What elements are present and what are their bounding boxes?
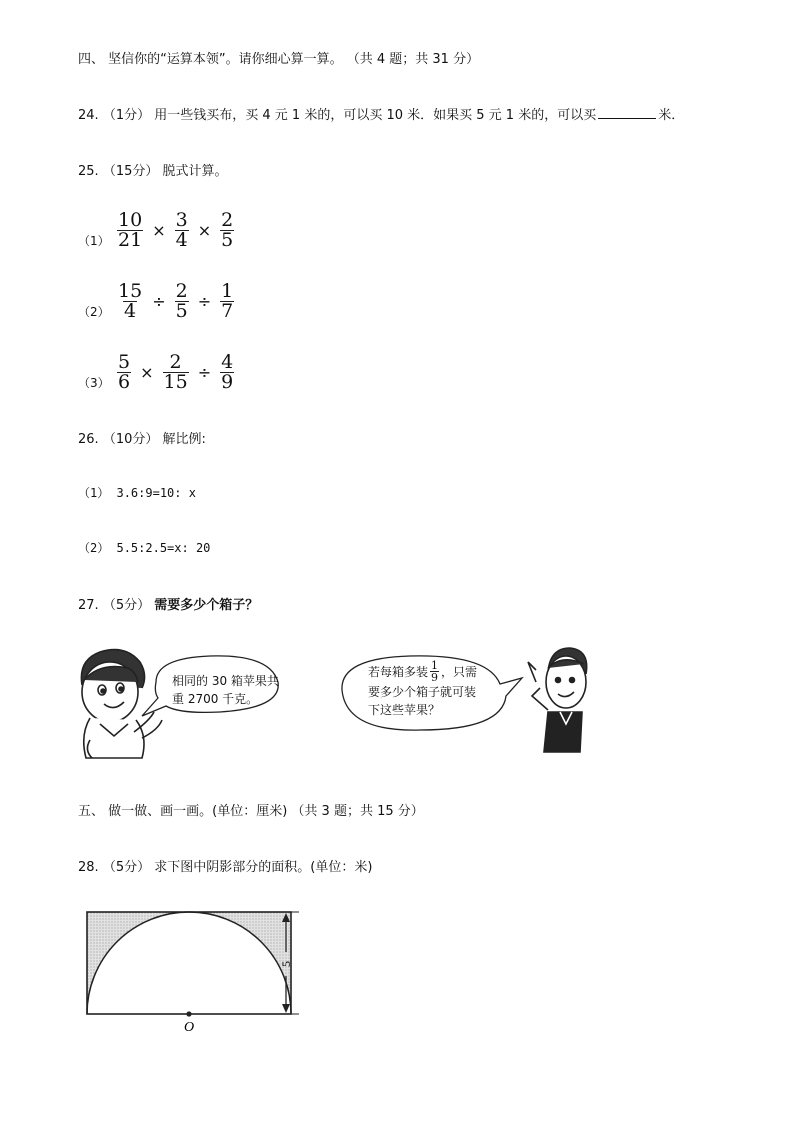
fraction — [220, 353, 234, 392]
question-title: 需要多少个箱子？ — [154, 598, 259, 613]
boxes-illustration — [70, 640, 590, 765]
divide-sign: ÷ — [152, 292, 166, 311]
question-title: 脱式计算。 — [162, 164, 228, 179]
expression-2 — [114, 282, 237, 321]
question-title: 解比例: — [162, 432, 206, 447]
denominator: 6 — [118, 371, 131, 393]
question-score: （10分） — [102, 432, 159, 447]
proportion-1 — [78, 484, 196, 501]
numerator: 2 — [221, 209, 234, 231]
center-label: O — [184, 1020, 195, 1035]
fraction — [220, 211, 234, 250]
question-number: 26. — [78, 432, 99, 447]
numerator: 1 — [221, 280, 234, 302]
denominator: 21 — [118, 229, 143, 251]
expression-label: （2） — [78, 305, 110, 319]
numerator: 5 — [118, 351, 131, 373]
fraction — [117, 353, 131, 392]
numerator: 4 — [221, 351, 234, 373]
fraction — [175, 282, 189, 321]
proportion-label: （2） — [78, 541, 110, 555]
left-speech-text: 相同的 30 箱苹果共 重 2700 千克。 — [172, 674, 279, 706]
shaded-area-figure — [78, 906, 308, 1036]
numerator: 3 — [175, 209, 188, 231]
question-score: （1分） — [102, 108, 151, 123]
question-score: （5分） — [102, 598, 151, 613]
denominator: 7 — [221, 300, 234, 322]
denominator: 4 — [124, 300, 137, 322]
expression-1 — [114, 211, 237, 250]
question-number: 27. — [78, 598, 99, 613]
divide-sign: ÷ — [197, 292, 212, 311]
expression-3 — [114, 353, 237, 392]
numerator: 2 — [175, 280, 188, 302]
fraction — [175, 211, 189, 250]
bubble-fraction: $\frac{1}{9}$ — [431, 659, 439, 684]
denominator: 9 — [221, 371, 234, 393]
question-score: （15分） — [102, 164, 159, 179]
denominator: 5 — [221, 229, 234, 251]
question-score: （5分） — [102, 860, 151, 875]
question-28 — [78, 856, 372, 875]
expression-label: （3） — [78, 376, 110, 390]
proportion-expr: 3.6:9=10: x — [116, 486, 196, 500]
numerator: 2 — [169, 351, 182, 373]
question-27 — [78, 594, 258, 613]
numerator: 15 — [118, 280, 143, 302]
left-boy-figure — [81, 650, 162, 758]
fraction — [163, 353, 189, 392]
denominator: 5 — [175, 300, 188, 322]
proportion-label: （1） — [78, 486, 110, 500]
question-number: 28. — [78, 860, 99, 875]
right-boy-figure — [528, 648, 587, 752]
right-speech-text: 若每箱多装 $\frac{1}{9}$ ，只需 要多少个箱子就可装 下这些苹果？ — [368, 659, 478, 717]
section-4-header: 四、 坚信你的“运算本领”。请你细心算一算。 （共 4 题；共 31 分） — [78, 52, 480, 67]
numerator: 10 — [118, 209, 143, 231]
denominator: 4 — [175, 229, 188, 251]
divide-sign: ÷ — [197, 363, 212, 382]
question-26 — [78, 428, 206, 447]
question-title: 求下图中阴影部分的面积。(单位：米) — [154, 860, 373, 875]
radius-label: 5 — [279, 961, 293, 967]
question-25 — [78, 160, 228, 179]
denominator: 15 — [163, 371, 188, 393]
section-5-header: 五、 做一做、画一画。(单位：厘米) （共 3 题；共 15 分） — [78, 804, 424, 819]
question-text-end: 米． — [658, 108, 685, 123]
multiply-sign: × — [197, 221, 212, 240]
question-24 — [78, 104, 684, 123]
fraction — [220, 282, 234, 321]
proportion-2 — [78, 539, 210, 556]
fraction — [117, 282, 143, 321]
fraction — [117, 211, 143, 250]
expression-label: （1） — [78, 234, 110, 248]
question-text: 用一些钱买布，买 4 元 1 米的，可以买 10 米．如果买 5 元 1 米的，可以买 — [154, 108, 597, 123]
answer-blank[interactable] — [598, 106, 656, 119]
center-point — [186, 1011, 191, 1016]
multiply-sign: × — [152, 221, 166, 240]
multiply-sign: × — [140, 363, 154, 382]
question-number: 24. — [78, 108, 99, 123]
question-number: 25. — [78, 164, 99, 179]
proportion-expr: 5.5:2.5=x: 20 — [116, 541, 211, 555]
